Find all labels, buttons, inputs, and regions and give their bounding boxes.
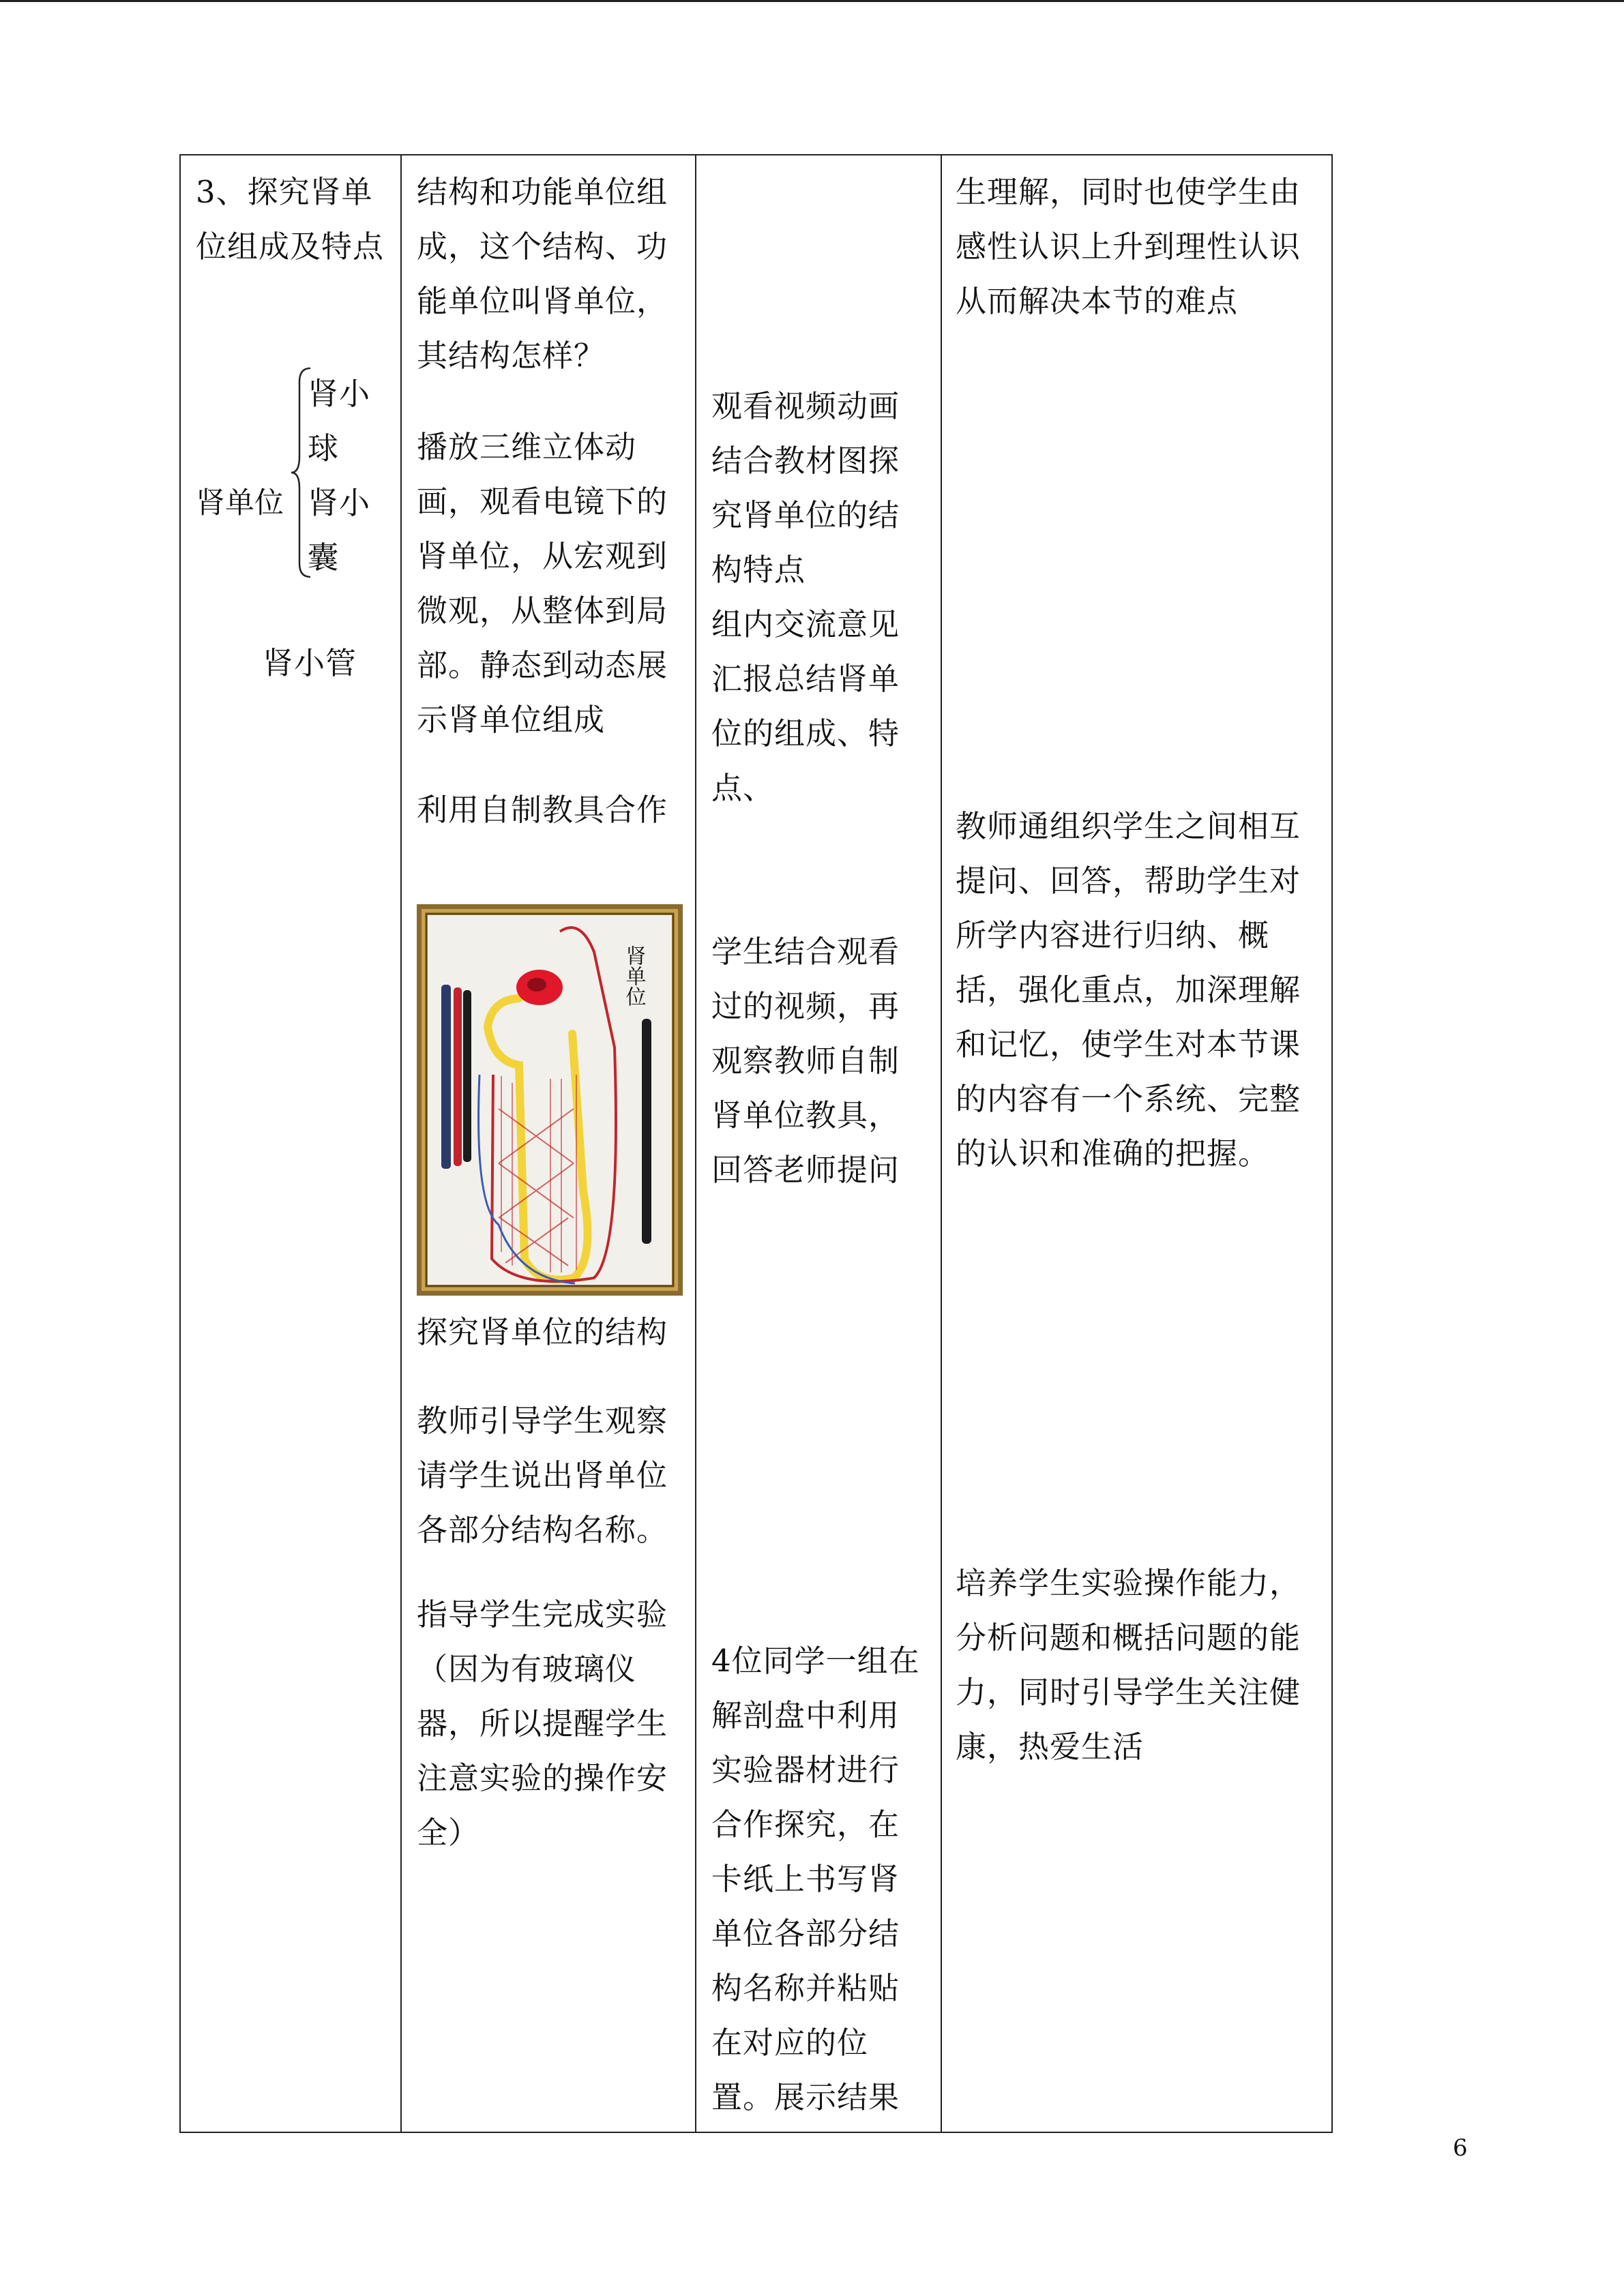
student-activity-experiment: 4位同学一组在解剖盘中利用实验器材进行合作探究，在卡纸上书写肾单位各部分结构名称并粘贴在对应的位置。展示结果 bbox=[711, 1643, 920, 2115]
photo-label: 肾单位 bbox=[621, 945, 646, 1007]
teacher-activity-animation: 播放三维立体动画，观看电镜下的肾单位，从宏观到微观，从整体到局部。静态到动态展示肾单位组成 bbox=[417, 429, 668, 738]
column-divider-3 bbox=[941, 155, 942, 2132]
student-activity-answer: 学生结合观看过的视频，再观察教师自制肾单位教具，回答老师提问 bbox=[711, 934, 900, 1188]
tree-item-tubule: 肾小管 bbox=[263, 645, 357, 681]
nephron-model-photo bbox=[417, 904, 683, 1296]
lesson-table bbox=[179, 154, 1333, 2133]
column-divider-2 bbox=[695, 155, 696, 2132]
tree-root-label: 肾单位 bbox=[196, 486, 284, 520]
design-intent-skills: 培养学生实验操作能力，分析问题和概括问题的能力，同时引导学生关注健康，热爱生活 bbox=[956, 1565, 1301, 1765]
section-heading: 3、探究肾单位组成及特点 bbox=[196, 174, 385, 265]
design-intent-understanding: 生理解，同时也使学生由感性认识上升到理性认识从而解决本节的难点 bbox=[956, 174, 1301, 319]
teacher-activity-model: 利用自制教具合作 bbox=[417, 792, 668, 828]
tree-item-glomerulus: 肾小球 bbox=[308, 376, 371, 466]
column-divider-1 bbox=[400, 155, 402, 2132]
student-activity-watch: 观看视频动画结合教材图探究肾单位的结构特点 bbox=[711, 388, 900, 588]
student-activity-discuss: 组内交流意见汇报总结肾单位的组成、特点、 bbox=[711, 606, 900, 806]
page-number: 6 bbox=[1453, 2134, 1468, 2162]
page-top-border bbox=[0, 0, 1624, 2]
tree-item-capsule: 肾小囊 bbox=[308, 485, 371, 576]
teacher-activity-experiment: 指导学生完成实验（因为有玻璃仪器，所以提醒学生注意实验的操作安全） bbox=[417, 1596, 668, 1851]
design-intent-summary: 教师通组织学生之间相互提问、回答，帮助学生对所学内容进行归纳、概括，强化重点，加深理解和记忆，使学生对本节课的内容有一个系统、完整的认识和准确的把握。 bbox=[956, 808, 1301, 1172]
teacher-activity-intro: 结构和功能单位组成，这个结构、功能单位叫肾单位，其结构怎样？ bbox=[417, 174, 668, 374]
teacher-activity-guide: 教师引导学生观察请学生说出肾单位各部分结构名称。 bbox=[417, 1403, 668, 1548]
teacher-activity-explore: 探究肾单位的结构 bbox=[417, 1314, 668, 1350]
